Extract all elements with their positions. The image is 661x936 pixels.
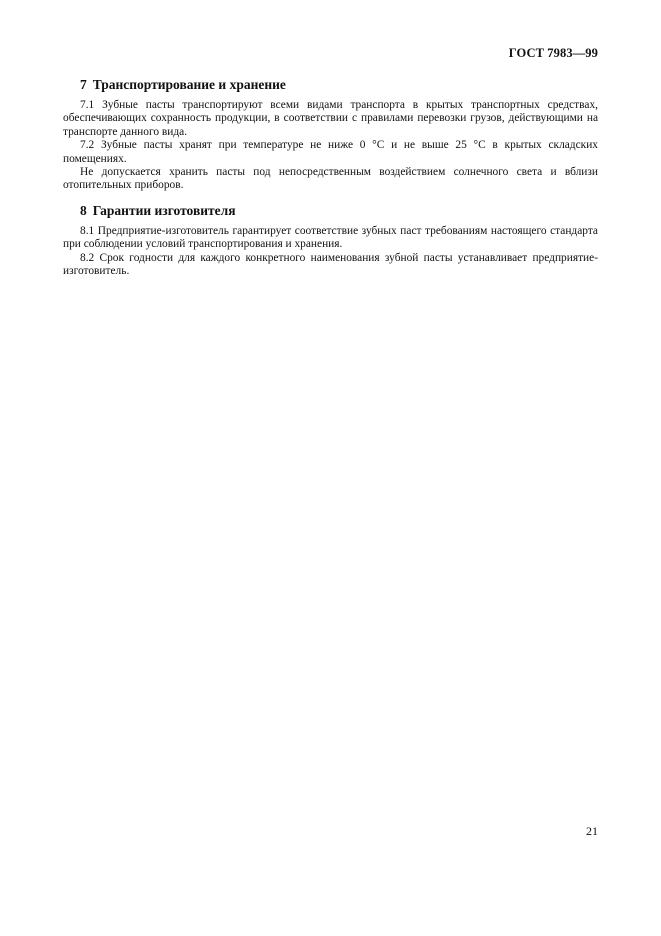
section-heading [80, 202, 598, 220]
section-heading [80, 76, 598, 94]
section-number: 7 [80, 77, 87, 92]
paragraph-8-2: 8.2 Срок годности для каждого конкретного наименования зубной пасты устанавливает предприятие-изготовитель. [63, 251, 598, 278]
section-title: Гарантии изготовителя [92, 202, 236, 218]
paragraph-7-1: 7.1 Зубные пасты транспортируют всеми видами транспорта в крытых транспортных средствах, обеспечивающих сохранность продукции, в соответствии с правилами перевозки грузов, действующими на транспорте данного вида. [63, 99, 598, 138]
document-body [63, 76, 598, 278]
section-number: 8 [80, 202, 87, 218]
section-manufacturer-guarantees [63, 202, 598, 279]
section-transport-storage [63, 76, 598, 193]
paragraph-7-2-note: Не допускается хранить пасты под непосредственным воздействием солнечного света и вблизи отопительных приборов. [63, 166, 598, 192]
paragraph-8-1: 8.1 Предприятие-изготовитель гарантирует соответствие зубных паст требованиям настоящего стандарта при соблюдении условий транспортирования и хранения. [63, 224, 598, 251]
page-number: 21 [586, 824, 598, 838]
section-title: Транспортирование и хранение [92, 77, 286, 92]
document-code: ГОСТ 7983—99 [508, 46, 598, 60]
paragraph-7-2: 7.2 Зубные пасты хранят при температуре не ниже 0 °С и не выше 25 °С в крытых складских помещениях. [63, 139, 598, 165]
